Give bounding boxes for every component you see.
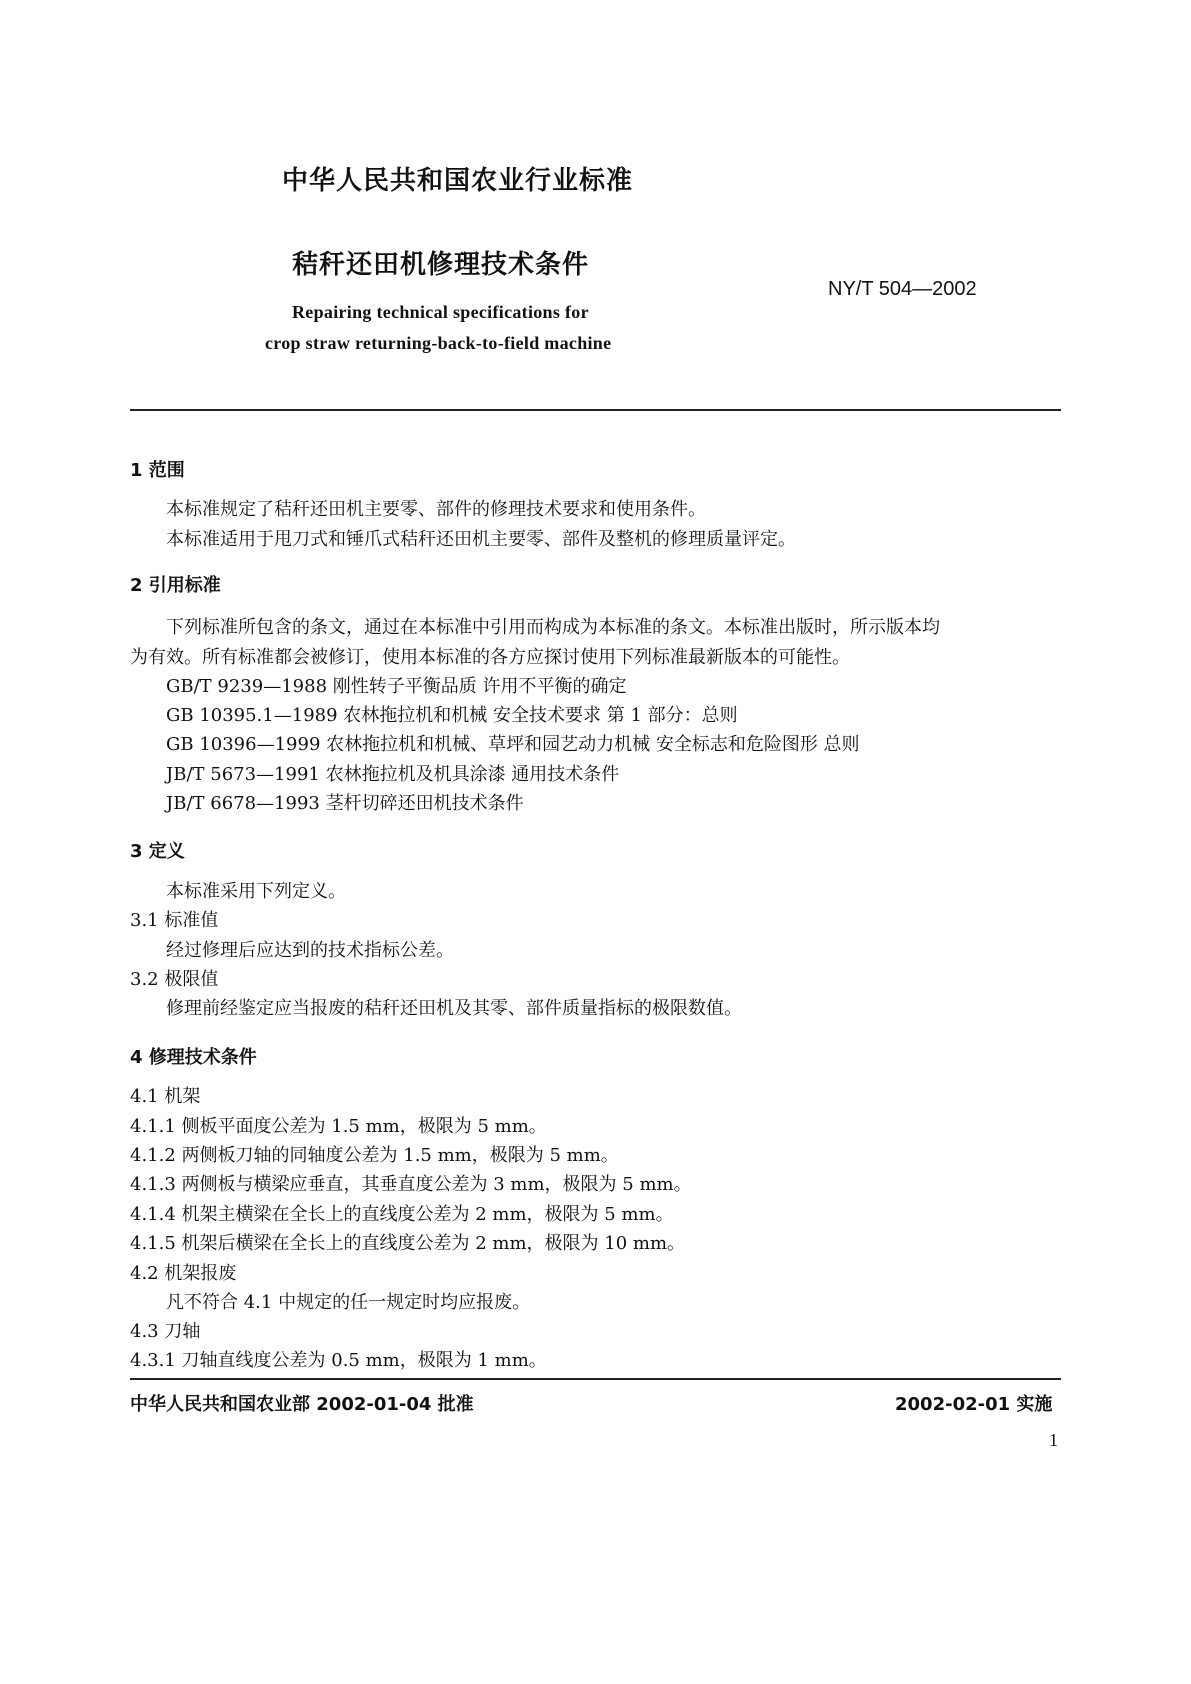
subsection-4-1-heading: 4.1 机架 (130, 1086, 201, 1107)
section-2-heading: 2 引用标准 (130, 575, 221, 596)
standard-number: NY/T 504—2002 (828, 278, 977, 300)
reference-item: GB 10396—1999 农林拖拉机和机械、草坪和园艺动力机械 安全标志和危险图形 总则 (166, 734, 860, 755)
section-1-heading: 1 范围 (130, 460, 185, 481)
section-4-heading: 4 修理技术条件 (130, 1047, 257, 1068)
effective-date: 2002-02-01 实施 (895, 1394, 1053, 1415)
clause-item: 4.1.4 机架主横梁在全长上的直线度公差为 2 mm，极限为 5 mm。 (130, 1204, 674, 1225)
issuing-org-title: 中华人民共和国农业行业标准 (282, 166, 634, 196)
subsection-4-2-heading: 4.2 机架报废 (130, 1263, 237, 1284)
subsection-4-2-text: 凡不符合 4.1 中规定的任一规定时均应报废。 (166, 1292, 531, 1313)
clause-item: 4.1.5 机架后横梁在全长上的直线度公差为 2 mm，极限为 10 mm。 (130, 1233, 686, 1254)
header-divider (130, 409, 1061, 411)
reference-item: GB/T 9239—1988 刚性转子平衡品质 许用不平衡的确定 (166, 676, 627, 697)
section-2-paragraph-line1: 下列标准所包含的条文，通过在本标准中引用而构成为本标准的条文。本标准出版时，所示版本均 (166, 617, 940, 638)
reference-item: JB/T 6678—1993 茎杆切碎还田机技术条件 (166, 793, 524, 814)
section-3-heading: 3 定义 (130, 841, 185, 862)
reference-item: JB/T 5673—1991 农林拖拉机及机具涂漆 通用技术条件 (166, 764, 620, 785)
section-3-paragraph: 本标准采用下列定义。 (166, 881, 346, 902)
definition-3-1-text: 经过修理后应达到的技术指标公差。 (166, 940, 454, 961)
clause-item: 4.1.1 侧板平面度公差为 1.5 mm，极限为 5 mm。 (130, 1116, 547, 1137)
definition-3-1-heading: 3.1 标准值 (130, 910, 219, 931)
subsection-4-3-heading: 4.3 刀轴 (130, 1321, 201, 1342)
document-title-en-line1: Repairing technical specifications for (292, 302, 589, 322)
definition-3-2-text: 修理前经鉴定应当报废的秸秆还田机及其零、部件质量指标的极限数值。 (166, 998, 742, 1019)
clause-item: 4.3.1 刀轴直线度公差为 0.5 mm，极限为 1 mm。 (130, 1350, 547, 1371)
footer-divider (130, 1378, 1061, 1380)
reference-item: GB 10395.1—1989 农林拖拉机和机械 安全技术要求 第 1 部分：总则 (166, 705, 738, 726)
document-title-cn: 秸秆还田机修理技术条件 (292, 250, 590, 280)
section-1-paragraph-1: 本标准规定了秸秆还田机主要零、部件的修理技术要求和使用条件。 (166, 499, 706, 520)
approval-line: 中华人民共和国农业部 2002-01-04 批准 (130, 1394, 474, 1415)
clause-item: 4.1.3 两侧板与横梁应垂直，其垂直度公差为 3 mm，极限为 5 mm。 (130, 1174, 692, 1195)
clause-item: 4.1.2 两侧板刀轴的同轴度公差为 1.5 mm，极限为 5 mm。 (130, 1145, 619, 1166)
section-2-paragraph-line2: 为有效。所有标准都会被修订，使用本标准的各方应探讨使用下列标准最新版本的可能性。 (130, 647, 850, 668)
section-1-paragraph-2: 本标准适用于甩刀式和锤爪式秸秆还田机主要零、部件及整机的修理质量评定。 (166, 529, 796, 550)
definition-3-2-heading: 3.2 极限值 (130, 969, 219, 990)
document-title-en-line2: crop straw returning-back-to-field machine (265, 333, 612, 353)
page-number: 1 (1049, 1430, 1058, 1450)
